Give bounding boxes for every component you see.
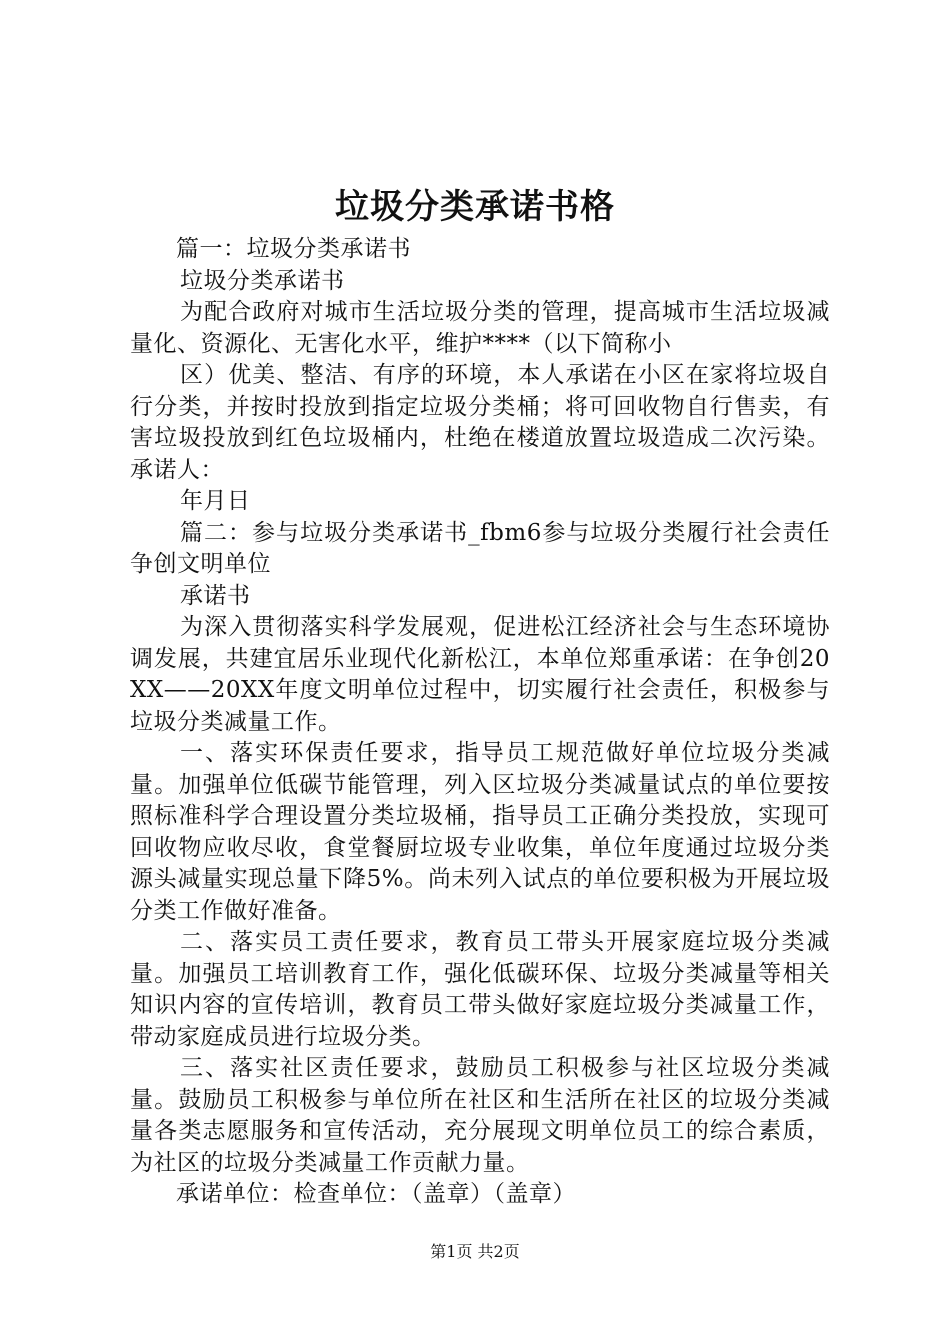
- document-body: [130, 234, 830, 1211]
- date-line: 年月日: [180, 488, 251, 514]
- subheading-pledge-1: 垃圾分类承诺书: [180, 267, 345, 294]
- section-heading-2: 篇二：参与垃圾分类承诺书_fbm6参与垃圾分类履行社会责任争创文明单位: [130, 519, 830, 577]
- page-number: 第1页 共2页: [430, 1242, 520, 1261]
- section-heading-1: 篇一：垃圾分类承诺书: [176, 236, 411, 262]
- paragraph-pledge: 区）优美、整洁、有序的环境，本人承诺在小区在家将垃圾自行分类，并按时投放到指定垃圾分类桶；将可回收物自行售卖，有害垃圾投放到红色垃圾桶内，杜绝在楼道放置垃圾造成二次污染。承诺人：: [130, 362, 830, 483]
- paragraph-item-3: 三、落实社区责任要求，鼓励员工积极参与社区垃圾分类减量。鼓励员工积极参与单位所在社区和生活所在社区的垃圾分类减量各类志愿服务和宣传活动，充分展现文明单位员工的综合素质，为社区的垃圾分类减量工作贡献力量。: [130, 1055, 830, 1176]
- paragraph-commitment: 为深入贯彻落实科学发展观，促进松江经济社会与生态环境协调发展，共建宜居乐业现代化新松江，本单位郑重承诺：在争创20XX——20XX年度文明单位过程中，切实履行社会责任，积极参与垃圾分类减量工作。: [130, 614, 830, 735]
- signature-line: 承诺单位：检查单位：（盖章）（盖章）: [176, 1181, 576, 1207]
- paragraph-intro: 为配合政府对城市生活垃圾分类的管理，提高城市生活垃圾减量化、资源化、无害化水平，维护****（以下简称小: [130, 299, 830, 357]
- paragraph-item-2: 二、落实员工责任要求，教育员工带头开展家庭垃圾分类减量。加强员工培训教育工作，强化低碳环保、垃圾分类减量等相关知识内容的宣传培训，教育员工带头做好家庭垃圾分类减量工作，带动家庭成员进行垃圾分类。: [130, 929, 830, 1050]
- document-title: 垃圾分类承诺书格: [335, 187, 615, 227]
- subheading-pledge-2: 承诺书: [180, 582, 251, 609]
- paragraph-item-1: 一、落实环保责任要求，指导员工规范做好单位垃圾分类减量。加强单位低碳节能管理，列入区垃圾分类减量试点的单位要按照标准科学合理设置分类垃圾桶，指导员工正确分类投放，实现可回收物应收尽收，食堂餐厨垃圾专业收集，单位年度通过垃圾分类源头减量实现总量下降5%。尚未列入试点的单位要积极为开展垃圾分类工作做好准备。: [130, 740, 830, 924]
